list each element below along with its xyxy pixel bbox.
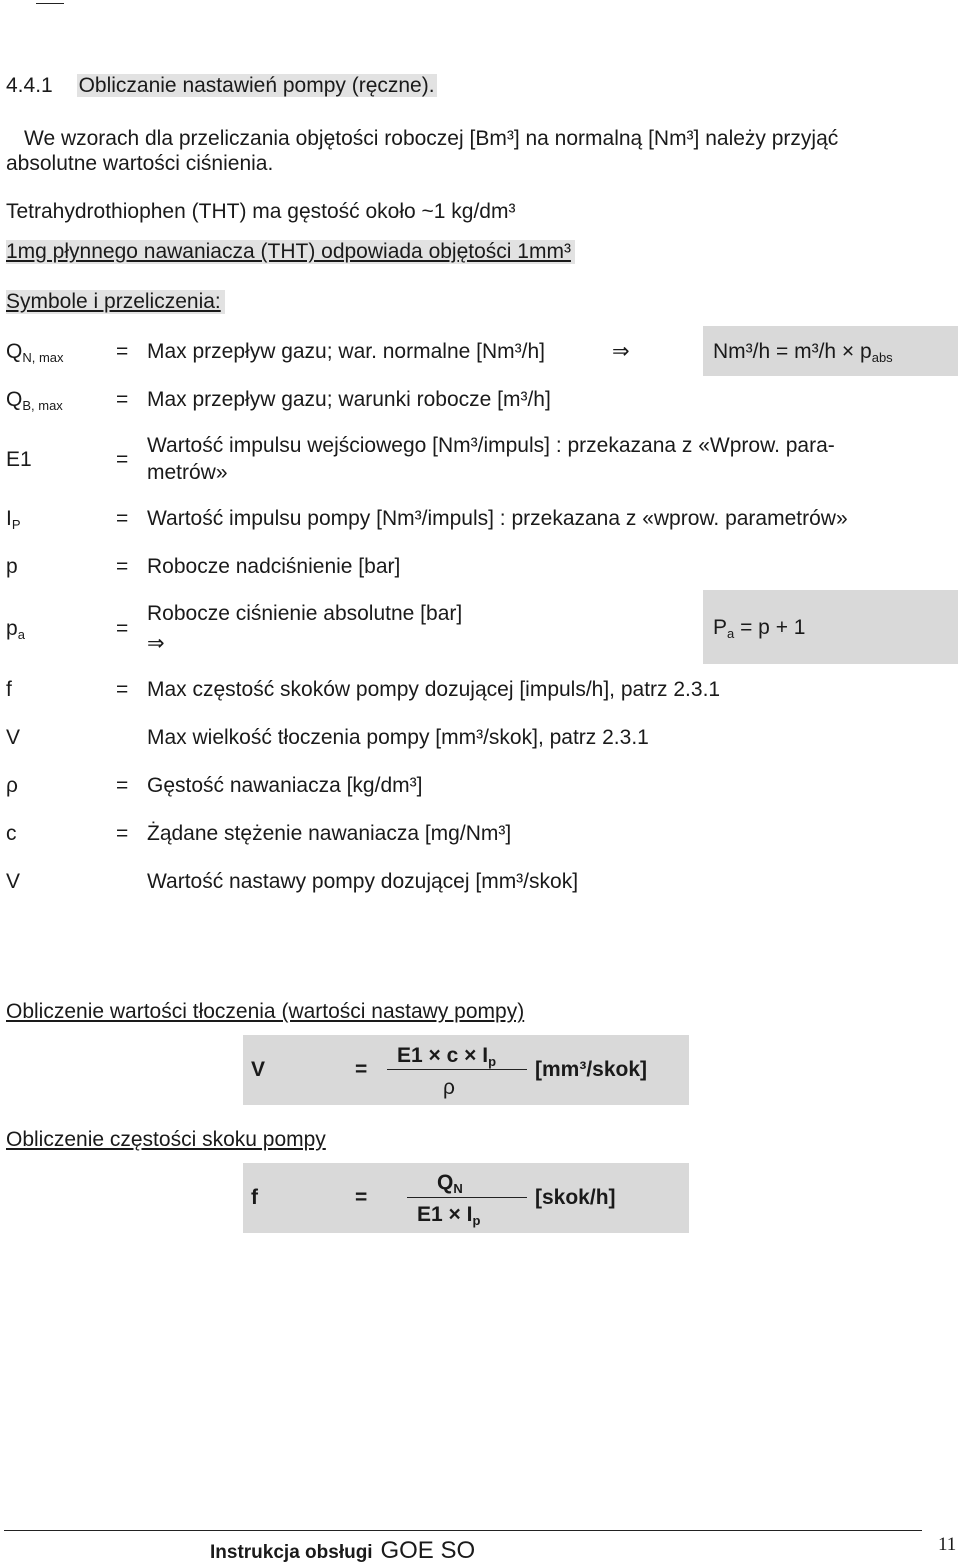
desc-e1-line-2: metrów» — [147, 461, 228, 484]
tht-density-text: Tetrahydrothiophen (THT) ma gęstość około ~1 kg/dm³ — [6, 200, 516, 223]
equals-p: = — [116, 555, 129, 578]
formula-1-fraction-bar — [387, 1069, 527, 1070]
symbol-v-setting: V — [6, 870, 21, 893]
formula-2-equals: = — [355, 1186, 368, 1209]
formula-1-lhs: V — [251, 1058, 266, 1081]
intro-line-1: We wzorach dla przeliczania objętości roboczej [Bm³] na normalną [Nm³] należy przyjąć — [24, 127, 839, 150]
formula-1-equals: = — [355, 1058, 368, 1081]
formula-2-lhs: f — [251, 1186, 258, 1209]
desc-rho: Gęstość nawaniacza [kg/dm³] — [147, 774, 423, 797]
section-title: Obliczanie nastawień pompy (ręczne). — [78, 74, 435, 97]
formula-1-unit: [mm³/skok] — [535, 1058, 648, 1081]
desc-p: Robocze nadciśnienie [bar] — [147, 555, 401, 578]
equals-f: = — [116, 678, 129, 701]
equals-qn: = — [116, 340, 129, 363]
formula-1-numerator: $E1 \times c \times I_p$ — [397, 1044, 497, 1069]
formula-2-denominator: $E1 \times I_p$ — [417, 1203, 481, 1228]
footer-label: Instrukcja obsługi — [210, 1542, 373, 1563]
implies-arrow-icon: ⇒ — [147, 632, 165, 655]
desc-c: Żądane stężenie nawaniacza [mg/Nm³] — [147, 822, 512, 845]
desc-v-max: Max wielkość tłoczenia pompy [mm³/skok], patrz 2.3.1 — [147, 726, 649, 749]
formula-1-heading: Obliczenie wartości tłoczenia (wartości nastawy pompy) — [6, 1000, 525, 1023]
footer-rule — [4, 1530, 922, 1531]
symbol-e1: E1 — [6, 448, 32, 471]
desc-ip: Wartość impulsu pompy [Nm³/impuls] : przekazana z «wprow. parametrów» — [147, 507, 848, 530]
formula-2-numerator: $Q_N$ — [437, 1171, 463, 1196]
implies-arrow-icon: ⇒ — [612, 340, 630, 363]
symbol-v-max: V — [6, 726, 21, 749]
footer-product: GOE SO — [380, 1537, 476, 1564]
conversion-box-pa: $P_a = p + 1$ — [703, 590, 958, 664]
symbol-rho: ρ — [6, 774, 18, 797]
symbol-ip: $I_P$ — [6, 507, 21, 532]
symbol-p: p — [6, 555, 18, 578]
equals-ip: = — [116, 507, 129, 530]
symbol-pa: $p_a$ — [6, 617, 25, 642]
formula-2-fraction-bar — [407, 1197, 527, 1198]
desc-qn: Max przepływ gazu; war. normalne [Nm³/h] — [147, 340, 545, 363]
symbol-c: c — [6, 822, 17, 845]
top-rule — [36, 3, 64, 4]
symbol-qb: $Q_{B, max}$ — [6, 388, 63, 413]
equals-e1: = — [116, 448, 129, 471]
formula-2-heading: Obliczenie częstości skoku pompy — [6, 1128, 326, 1151]
page-number: 11 — [938, 1534, 957, 1555]
conversion-box-nm3: $Nm^3/h = m^3/h \times p_{abs}$ — [703, 326, 958, 376]
equals-c: = — [116, 822, 129, 845]
desc-v-setting: Wartość nastawy pompy dozującej [mm³/skok] — [147, 870, 579, 893]
footer-brand — [210, 1537, 475, 1565]
symbol-f: f — [6, 678, 12, 701]
formula-1-denominator: ρ — [443, 1076, 455, 1099]
desc-f: Max częstość skoków pompy dozującej [impuls/h], patrz 2.3.1 — [147, 678, 721, 701]
equals-pa: = — [116, 617, 129, 640]
desc-pa: Robocze ciśnienie absolutne [bar] — [147, 602, 463, 625]
formula-box-volume — [243, 1035, 689, 1105]
tht-volume-text: 1mg płynnego nawaniacza (THT) odpowiada objętości 1mm³ — [6, 240, 575, 264]
symbols-heading: Symbole i przeliczenia: — [6, 290, 225, 314]
symbol-qn: $Q_{N, max}$ — [6, 340, 64, 365]
intro-line-2: absolutne wartości ciśnienia. — [6, 152, 274, 175]
equals-rho: = — [116, 774, 129, 797]
section-header — [6, 74, 437, 98]
equals-qb: = — [116, 388, 129, 411]
section-number: 4.4.1 — [6, 74, 53, 97]
formula-2-unit: [skok/h] — [535, 1186, 616, 1209]
desc-qb: Max przepływ gazu; warunki robocze [m³/h] — [147, 388, 551, 411]
formula-box-frequency — [243, 1163, 689, 1233]
desc-e1-line-1: Wartość impulsu wejściowego [Nm³/impuls] : przekazana z «Wprow. para- — [147, 434, 835, 457]
